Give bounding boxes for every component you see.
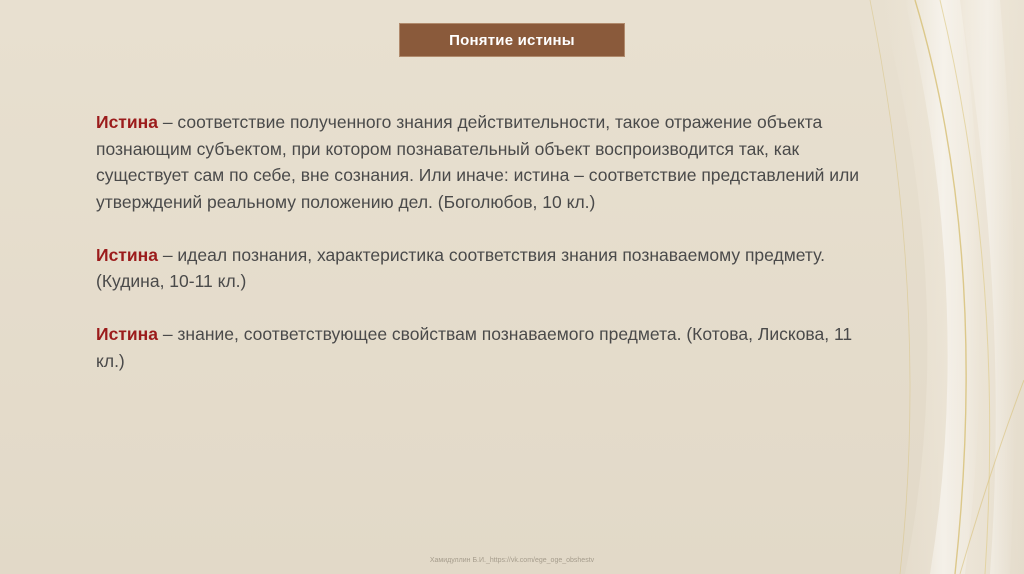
slide-title-box: [399, 23, 625, 57]
definition-text: – идеал познания, характеристика соответствия знания познаваемому предмету. (Кудина, 10-11 кл.): [96, 244, 825, 291]
definition-term: Истина: [96, 324, 158, 344]
definition-term: Истина: [96, 112, 158, 132]
definition-text: – знание, соответствующее свойствам познаваемого предмета. (Котова, Лискова, 11 кл.): [96, 324, 853, 371]
definition-text: – соответствие полученного знания действительности, такое отражение объекта познающим субъектом, при котором познавательный объект воспроизводится так, как существует сам по себе, вне сознания. Или иначе: истина – соответствие представлений или утверждений реальному положению дел. (Боголюбов, 10 кл.): [96, 112, 860, 212]
definition-paragraph: [96, 242, 876, 295]
definitions-block: [96, 109, 876, 401]
definition-paragraph: [96, 321, 876, 374]
slide-title: Понятие истины: [449, 31, 575, 49]
definition-term: Истина: [96, 244, 158, 265]
footer-credit: Хамидуллин Б.И._https://vk.com/ege_oge_obshestv: [429, 557, 595, 564]
definition-paragraph: [96, 109, 876, 215]
